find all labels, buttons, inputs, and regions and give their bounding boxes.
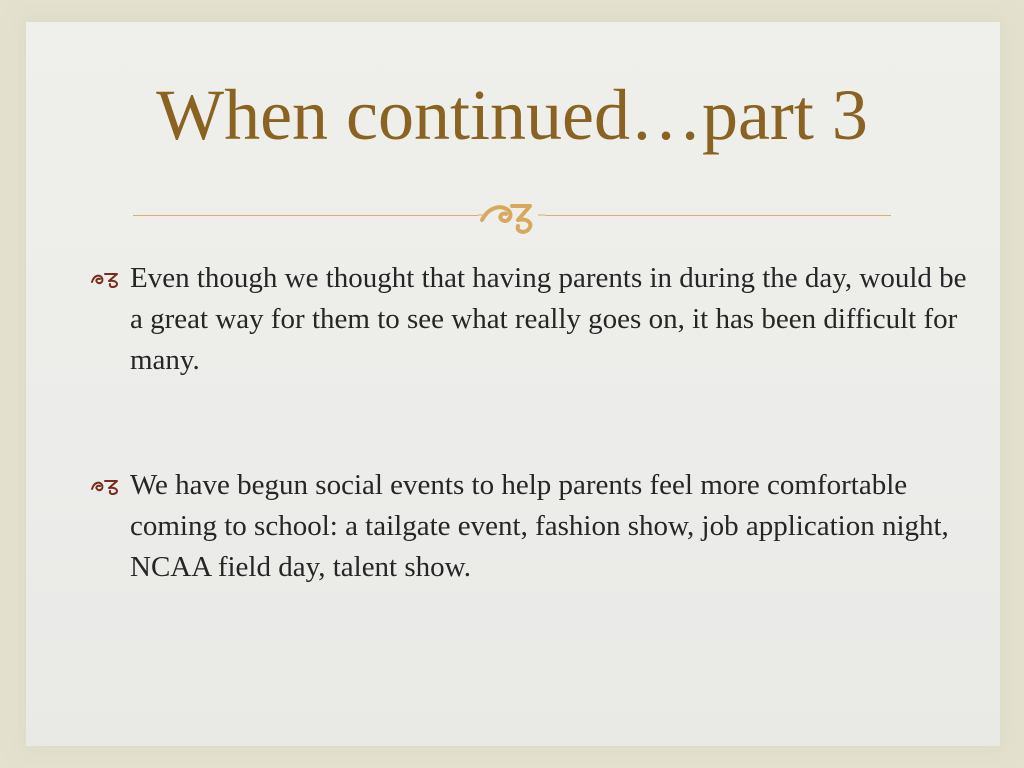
scroll-ornament-icon bbox=[478, 198, 545, 234]
bullet-text: Even though we thought that having parents in during the day, would be a great way for them to see what really goes on, it has been difficult for many. bbox=[130, 262, 967, 376]
ornament-bullet-icon bbox=[90, 477, 122, 495]
ornament-bullet-icon bbox=[90, 270, 122, 288]
title-divider bbox=[133, 198, 891, 234]
bullet-list bbox=[90, 258, 970, 588]
slide-title: When continued…part 3 bbox=[156, 75, 868, 155]
divider-line-right bbox=[545, 215, 891, 216]
bullet-item bbox=[90, 465, 970, 588]
divider-line-left bbox=[133, 215, 478, 216]
bullet-item bbox=[90, 258, 970, 381]
bullet-text: We have begun social events to help parents feel more comfortable coming to school: a tailgate event, fashion show, job application night, NCAA field day, talent show. bbox=[130, 469, 949, 583]
